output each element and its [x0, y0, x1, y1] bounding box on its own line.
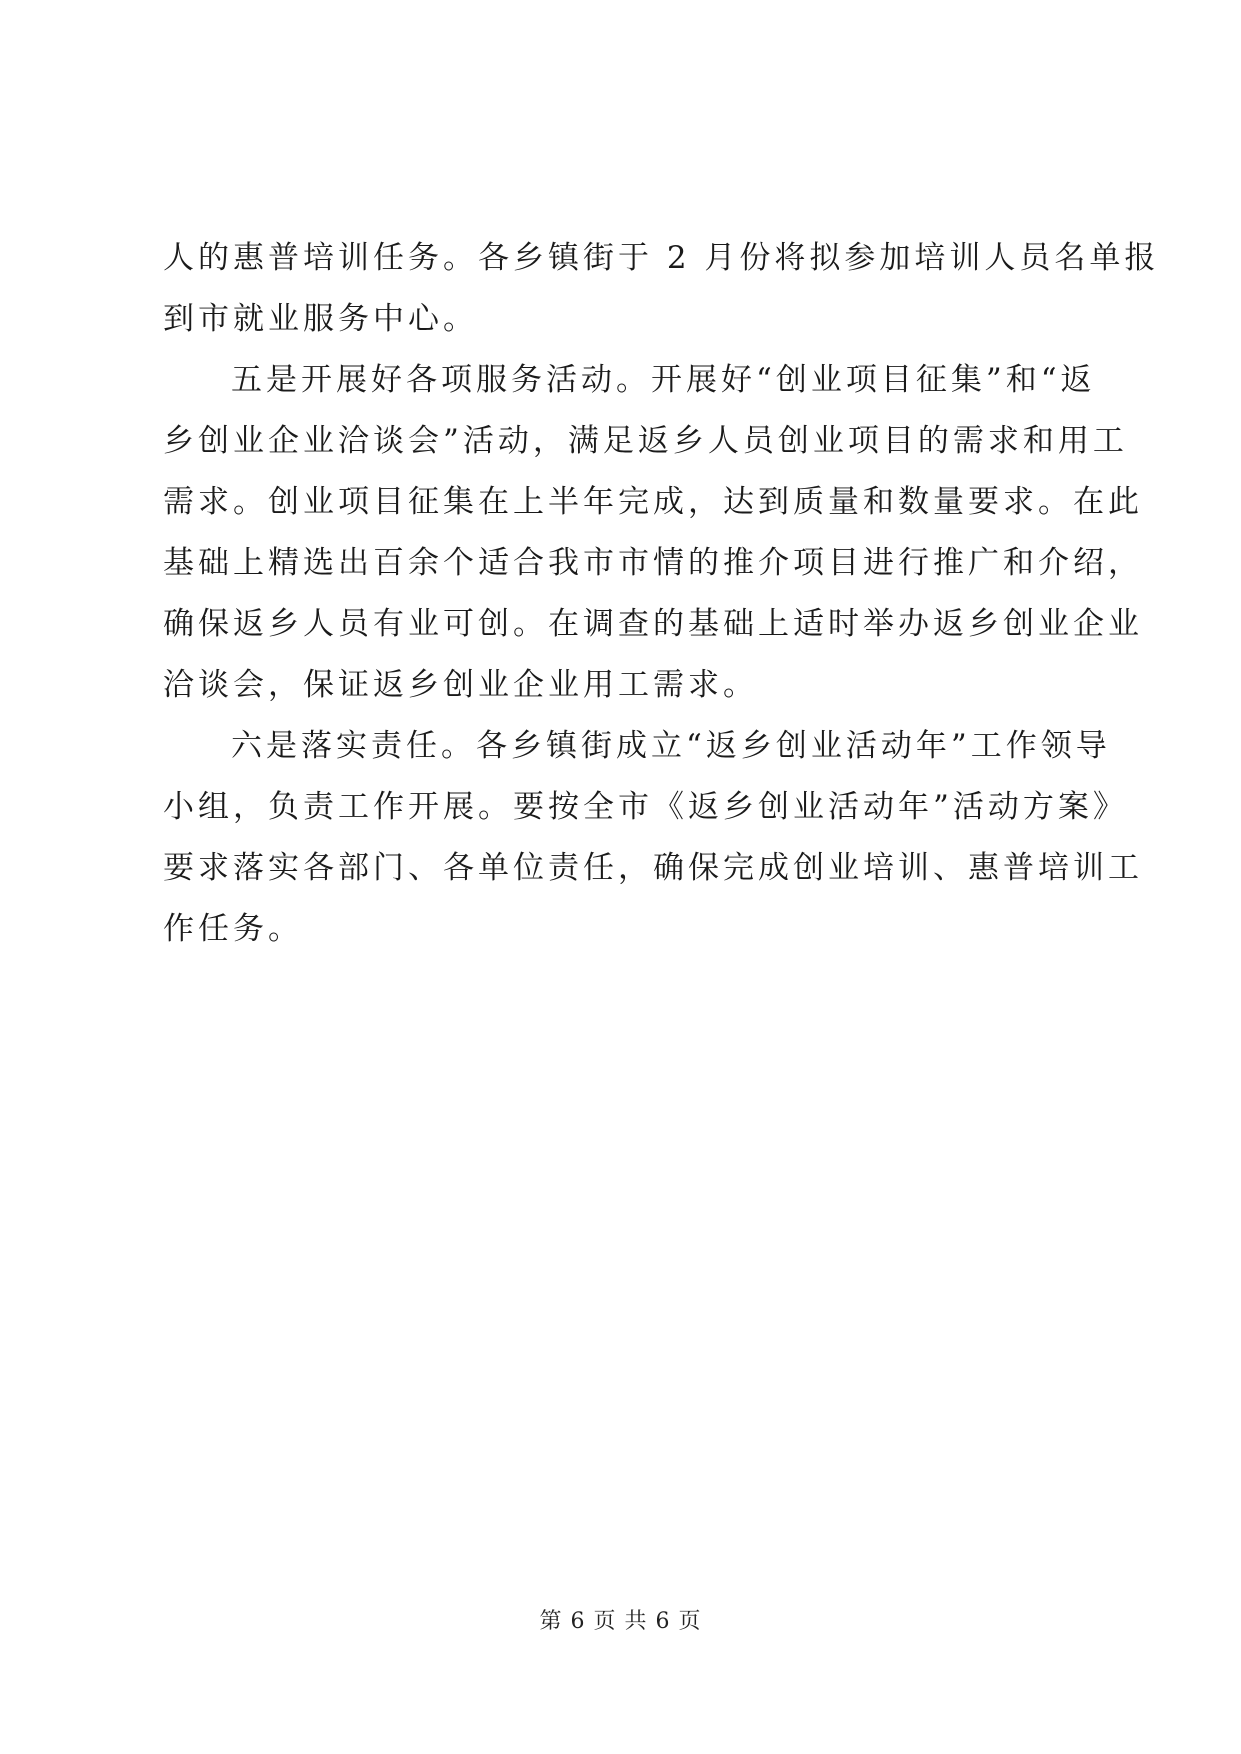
paragraph-training-list	[163, 228, 1160, 350]
text-line: 五是开展好各项服务活动。开展好“创业项目征集”和“返	[231, 362, 1096, 398]
text-line: 确保返乡人员有业可创。在调查的基础上适时举办返乡创业企业	[163, 606, 1143, 642]
paragraph-responsibility	[163, 716, 1143, 960]
text-line: 要求落实各部门、各单位责任，确保完成创业培训、惠普培训工	[163, 850, 1143, 886]
text-line: 作任务。	[163, 911, 303, 947]
text-line: 洽谈会，保证返乡创业企业用工需求。	[163, 667, 758, 703]
page-number-footer: 第 6 页 共 6 页	[539, 1609, 702, 1634]
text-line: 小组，负责工作开展。要按全市《返乡创业活动年”活动方案》	[163, 789, 1128, 825]
text-line: 需求。创业项目征集在上半年完成，达到质量和数量要求。在此	[163, 484, 1143, 520]
text-line: 六是落实责任。各乡镇街成立“返乡创业活动年”工作领导	[231, 728, 1111, 764]
text-line: 乡创业企业洽谈会”活动，满足返乡人员创业项目的需求和用工	[163, 423, 1128, 459]
text-line: 到市就业服务中心。	[163, 301, 478, 337]
text-line: 基础上精选出百余个适合我市市情的推介项目进行推广和介绍，	[163, 545, 1143, 581]
body-text	[163, 228, 1160, 960]
paragraph-service-activities	[163, 350, 1143, 716]
text-line: 人的惠普培训任务。各乡镇街于 2 月份将拟参加培训人员名单报	[163, 240, 1160, 276]
